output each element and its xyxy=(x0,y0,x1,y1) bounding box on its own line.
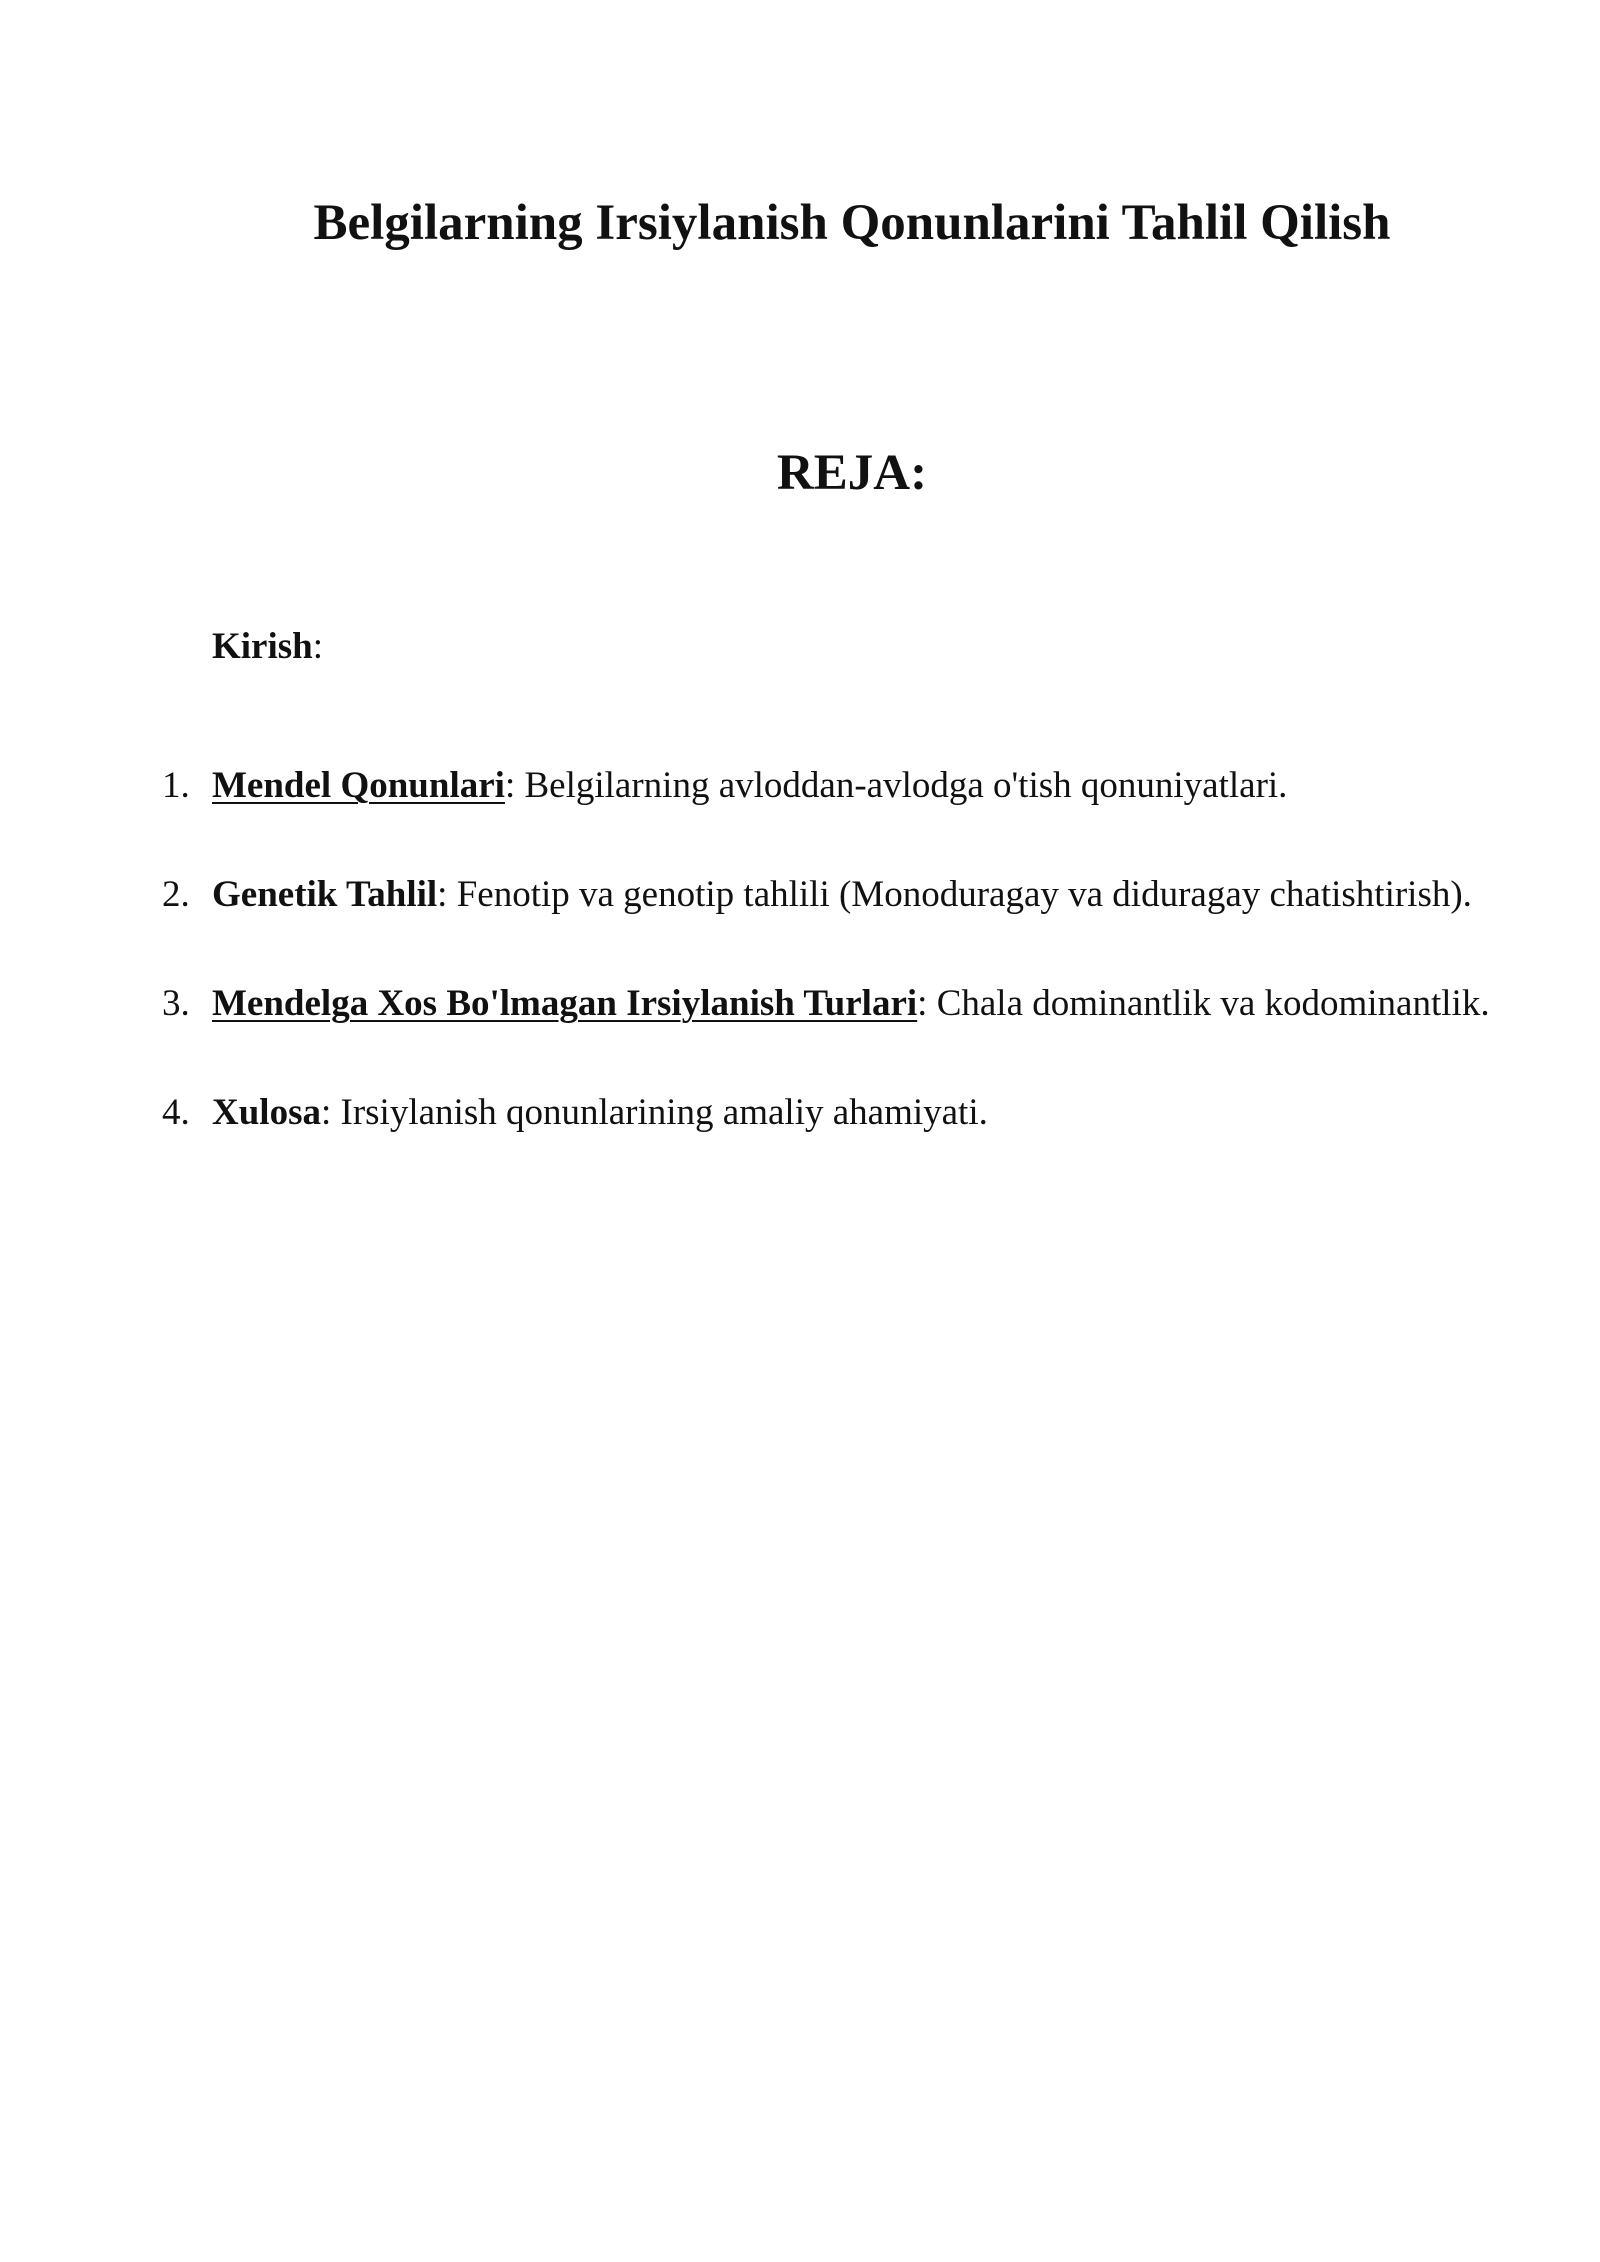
plan-item-genetic-analysis xyxy=(162,840,1492,949)
plan-item-conclusion xyxy=(162,1058,1492,1167)
plan-item-separator: : xyxy=(917,983,928,1024)
plan-item-description: Chala dominantlik va kodominantlik. xyxy=(927,983,1490,1024)
plan-item-term: Xulosa xyxy=(212,1092,321,1133)
plan-item-description: Fenotip va genotip tahlili (Monoduragay va diduragay chatishtirish). xyxy=(447,874,1472,915)
plan-item-term: Genetik Tahlil xyxy=(212,874,438,915)
plan-item-content xyxy=(212,731,1492,840)
plan-item-description: Irsiylanish qonunlarining amaliy ahamiyati. xyxy=(331,1092,988,1133)
intro-label: Kirish xyxy=(212,626,313,667)
plan-item-term: Mendel Qonunlari xyxy=(212,765,505,806)
plan-item-separator: : xyxy=(320,1092,332,1133)
plan-item-number: 1. xyxy=(162,765,190,806)
plan-item-separator: : xyxy=(504,765,516,806)
plan-item-separator: : xyxy=(437,874,448,915)
intro-separator: : xyxy=(312,626,324,667)
plan-item-mendel-laws xyxy=(162,731,1492,840)
plan-item-content xyxy=(212,1058,1492,1167)
plan-list xyxy=(162,731,1492,1167)
plan-item-number: 2. xyxy=(162,874,190,915)
plan-item-term: Mendelga Xos Bo'lmagan Irsiylanish Turlari xyxy=(212,983,918,1024)
intro-line xyxy=(212,622,323,672)
document-title: Belgilarning Irsiylanish Qonunlarini Tahlil Qilish xyxy=(313,195,1391,251)
plan-item-number: 3. xyxy=(162,983,190,1024)
plan-item-non-mendelian xyxy=(162,949,1492,1058)
plan-heading: REJA: xyxy=(776,445,928,501)
plan-item-content xyxy=(212,949,1492,1058)
plan-item-description: Belgilarning avloddan-avlodga o'tish qonuniyatlari. xyxy=(515,765,1288,806)
plan-item-number: 4. xyxy=(162,1092,190,1133)
plan-item-content xyxy=(212,840,1492,949)
